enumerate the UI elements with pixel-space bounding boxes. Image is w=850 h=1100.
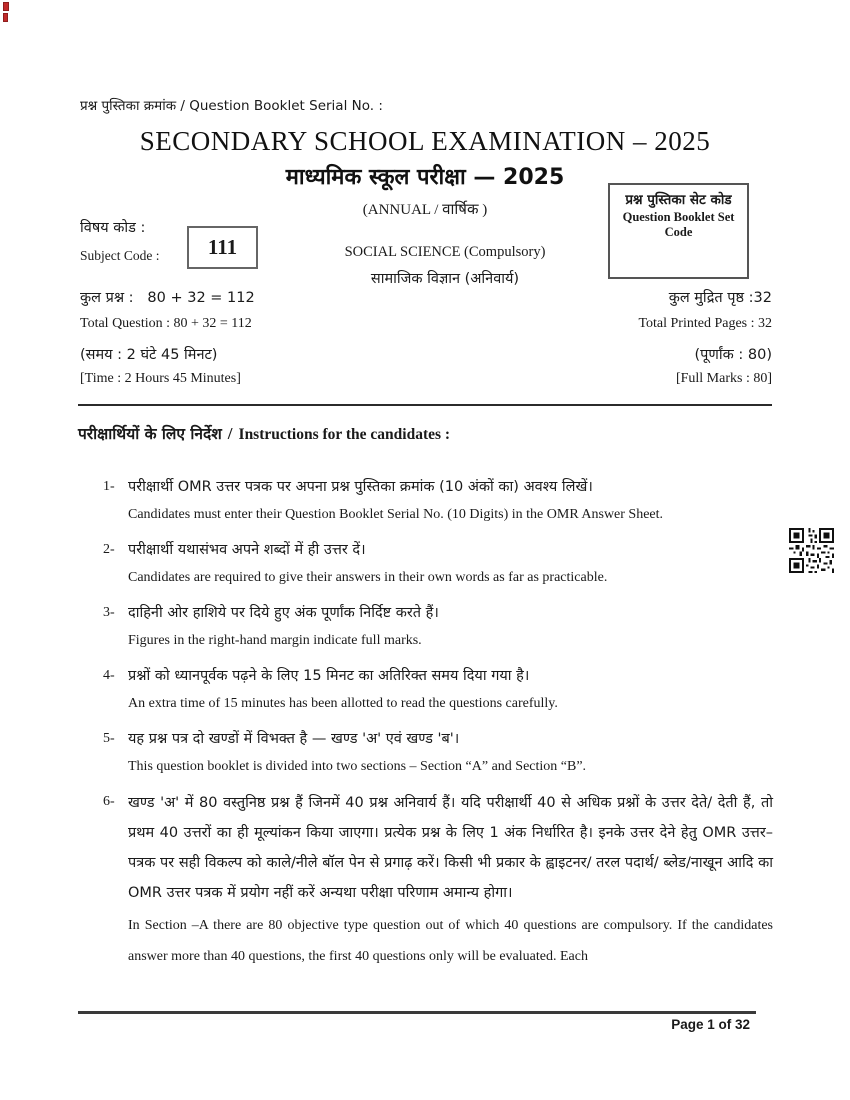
instruction-text-english: Figures in the right-hand margin indicate full marks.: [128, 633, 422, 648]
red-artifact-mark-icon: [3, 2, 9, 11]
instruction-number: 3-: [103, 605, 115, 620]
instruction-item-4: [103, 662, 773, 718]
time-english: [Time : 2 Hours 45 Minutes]: [80, 371, 241, 386]
subject-code-label-english: Subject Code :: [80, 248, 160, 263]
instruction-item-5: [103, 725, 773, 781]
instruction-text-hindi: खण्ड 'अ' में 80 वस्तुनिष्ठ प्रश्न हैं जिनमें 40 प्रश्न अनिवार्य हैं। यदि परीक्षार्थी 40 से अधिक प्रश्नों के उत्तर देते/ देती हैं, तो प्रथम 40 उत्तरों का ही मूल्यांकन किया जाएगा। प्रत्येक प्रश्न के लिए 1 अंक निर्धारित है। इनके उत्तर देने हेतु OMR उत्तर–पत्रक पर सही विकल्प को काले/नीले बॉल पेन से प्रगाढ़ करें। किसी भी प्रकार के ह्वाइटनर/ तरल पदार्थ/ ब्लेड/नाखून आदि का OMR उत्तर पत्रक में प्रयोग नहीं करें अन्यथा परीक्षा परिणाम अमान्य होगा।: [128, 795, 773, 901]
question-booklet-set-code-box: [608, 183, 749, 279]
instruction-text-english: An extra time of 15 minutes has been allotted to read the questions carefully.: [128, 696, 558, 711]
exam-title-english: SECONDARY SCHOOL EXAMINATION – 2025: [139, 126, 711, 156]
annual-line: (ANNUAL / वार्षिक ): [362, 202, 488, 218]
total-questions-hindi: कुल प्रश्न : 80 + 32 = 112: [80, 290, 255, 306]
page-number: Page 1 of 32: [671, 1017, 750, 1032]
instruction-number: 6-: [103, 794, 115, 809]
instruction-text-hindi: परीक्षार्थी OMR उत्तर पत्रक पर अपना प्रश्न पुस्तिका क्रमांक (10 अंकों का) अवश्य लिखें।: [128, 479, 593, 495]
instruction-text-english: In Section –A there are 80 objective type question out of which 40 questions are compulsory. If the candidates answer more than 40 questions, the first 40 questions only will be evaluated. Each: [128, 918, 773, 964]
subject-code-label-hindi: विषय कोड :: [80, 220, 146, 236]
instruction-number: 5-: [103, 731, 115, 746]
instruction-text-english: Candidates must enter their Question Booklet Serial No. (10 Digits) in the OMR Answer Sheet.: [128, 507, 664, 522]
subject-name-hindi: सामाजिक विज्ञान (अनिवार्य): [370, 271, 520, 287]
instruction-text-hindi: दाहिनी ओर हाशिये पर दिये हुए अंक पूर्णांक निर्दिष्ट करते हैं।: [128, 605, 439, 621]
instruction-item-2: [103, 536, 773, 592]
footer-divider: [78, 1011, 756, 1014]
totals-row-hindi: [80, 287, 772, 307]
header-divider: [78, 404, 772, 406]
instruction-text-english: Candidates are required to give their answers in their own words as far as practicable.: [128, 570, 608, 585]
instruction-item-1: [103, 473, 773, 529]
total-pages-english: Total Printed Pages : 32: [638, 316, 772, 331]
instructions-list: [103, 473, 773, 979]
instruction-number: 1-: [103, 479, 115, 494]
subject-code-value-box: 111: [187, 226, 258, 269]
instruction-text-english: This question booklet is divided into two sections – Section “A” and Section “B”.: [128, 759, 587, 774]
instruction-text-hindi: परीक्षार्थी यथासंभव अपने शब्दों में ही उत्तर दें।: [128, 542, 366, 558]
total-questions-english: Total Question : 80 + 32 = 112: [80, 316, 252, 331]
instruction-item-6: [103, 788, 773, 972]
exam-title-hindi: माध्यमिक स्कूल परीक्षा — 2025: [285, 165, 565, 190]
instructions-heading: [78, 422, 450, 444]
instruction-number: 2-: [103, 542, 115, 557]
full-marks-english: [Full Marks : 80]: [675, 371, 772, 386]
total-pages-hindi: कुल मुद्रित पृष्ठ :32: [668, 290, 772, 306]
totals-row-english: [80, 316, 772, 332]
heading-separator: /: [227, 424, 233, 443]
red-artifact-mark-icon: [3, 13, 8, 22]
instruction-text-hindi: प्रश्नों को ध्यानपूर्वक पढ़ने के लिए 15 मिनट का अतिरिक्त समय दिया गया है।: [128, 668, 530, 684]
booklet-serial-label: प्रश्न पुस्तिका क्रमांक / Question Booklet Serial No. :: [80, 98, 383, 114]
time-marks-row-hindi: [80, 344, 772, 364]
set-code-label-english: Question Booklet Set Code: [622, 209, 735, 239]
full-marks-hindi: (पूर्णांक : 80): [694, 347, 772, 363]
time-marks-row-english: [80, 371, 772, 387]
set-code-label-hindi: प्रश्न पुस्तिका सेट कोड: [625, 192, 732, 208]
subject-name-block: [325, 244, 565, 288]
instruction-item-3: [103, 599, 773, 655]
qr-code-icon: [789, 526, 834, 575]
instruction-text-hindi: यह प्रश्न पत्र दो खण्डों में विभक्त है — खण्ड 'अ' एवं खण्ड 'ब'।: [128, 731, 460, 747]
instructions-heading-hindi: परीक्षार्थियों के लिए निर्देश: [78, 425, 222, 443]
instructions-heading-english: Instructions for the candidates :: [238, 426, 451, 443]
subject-name-english: SOCIAL SCIENCE (Compulsory): [344, 244, 546, 260]
time-hindi: (समय : 2 घंटे 45 मिनट): [80, 347, 218, 363]
instruction-number: 4-: [103, 668, 115, 683]
